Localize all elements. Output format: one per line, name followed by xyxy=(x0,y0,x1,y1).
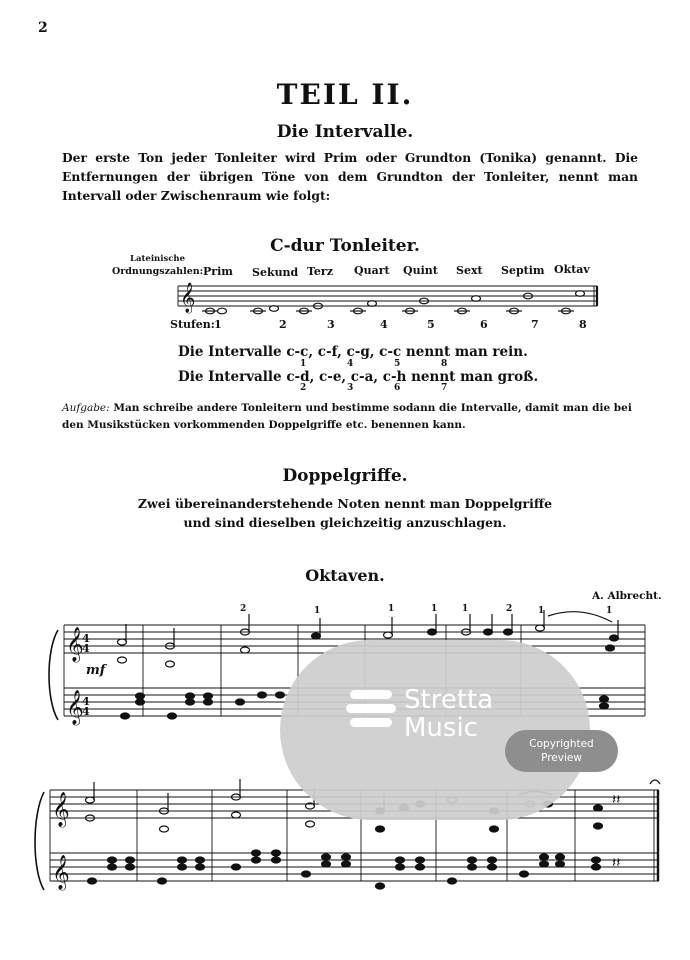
stufe-number: 7 xyxy=(531,318,539,331)
treble-clef-icon: 𝄞 xyxy=(66,690,84,725)
fingering: 2 xyxy=(240,604,247,614)
svg-text:4: 4 xyxy=(82,642,90,655)
interval-name: Terz xyxy=(307,265,333,278)
interval-num: 1 xyxy=(300,359,307,369)
treble-clef-icon: 𝄞 xyxy=(180,283,196,313)
dynamic-marking: mf xyxy=(86,663,106,678)
fingering: 1 xyxy=(606,606,613,616)
interval-line-major: Die Intervalle c-d, c-e, c-a, c-h nennt man groß. xyxy=(178,369,539,385)
svg-text:4: 4 xyxy=(82,695,90,708)
interval-num: 5 xyxy=(394,359,401,369)
interval-name: Sext xyxy=(456,264,483,277)
svg-text:𝄽𝄽: 𝄽𝄽 xyxy=(612,792,621,808)
row-label-latin: Lateinische xyxy=(130,254,186,264)
fingering: 1 xyxy=(462,604,469,614)
watermark-brand-line: Stretta xyxy=(404,685,494,715)
svg-text:4: 4 xyxy=(82,632,90,645)
interval-name: Sekund xyxy=(252,266,299,279)
treble-clef-icon: 𝄞 xyxy=(52,792,70,827)
badge-line: Preview xyxy=(541,752,582,764)
svg-text:4: 4 xyxy=(82,705,90,718)
stufe-number: 1 xyxy=(214,318,222,331)
interval-num: 2 xyxy=(300,383,307,393)
fingering: 1 xyxy=(388,604,395,614)
copyright-badge xyxy=(505,730,618,772)
scale-staff xyxy=(178,286,597,306)
row-label-ordinal: Ordnungszahlen: xyxy=(112,266,204,277)
svg-text:𝄽𝄽: 𝄽𝄽 xyxy=(612,855,621,871)
treble-clef-icon: 𝄞 xyxy=(52,855,70,890)
intro-paragraph: Der erste Ton jeder Tonleiter wird Prim oder Grundton (Tonika) genannt. Die Entfernungen der übrigen Töne von dem Grundton der Tonleiter, nennt man Intervall oder Zwischenraum wie folgt: xyxy=(62,150,638,203)
interval-num: 3 xyxy=(347,383,354,393)
fingering: 1 xyxy=(431,604,438,614)
interval-name: Oktav xyxy=(554,263,590,276)
interval-line-perfect: Die Intervalle c-c, c-f, c-g, c-c nennt man rein. xyxy=(178,344,528,360)
interval-name: Prim xyxy=(203,265,233,278)
stufe-number: 2 xyxy=(279,318,287,331)
piece-title: Oktaven. xyxy=(305,566,385,585)
stufe-number: 6 xyxy=(480,318,488,331)
stufe-number: 5 xyxy=(427,318,435,331)
stufe-number: 8 xyxy=(579,318,587,331)
stufen-label: Stufen: xyxy=(170,318,215,331)
page-number: 2 xyxy=(38,20,48,36)
watermark-brand-line: Music xyxy=(404,713,478,743)
fingering: 2 xyxy=(506,604,513,614)
watermark-brand xyxy=(404,686,493,742)
scale-notes xyxy=(202,291,585,314)
interval-num: 4 xyxy=(347,359,354,369)
section-heading-doppelgriffe: Doppelgriffe. xyxy=(282,466,408,486)
interval-num: 6 xyxy=(394,383,401,393)
interval-name: Quart xyxy=(354,264,390,277)
interval-name: Septim xyxy=(501,264,545,277)
exercise-label: Aufgabe: xyxy=(62,402,110,414)
interval-num: 8 xyxy=(441,359,448,369)
composer: A. Albrecht. xyxy=(592,590,662,602)
treble-clef-icon: 𝄞 xyxy=(66,627,84,662)
interval-name: Quint xyxy=(403,264,438,277)
stufe-number: 3 xyxy=(327,318,335,331)
section-heading-intervalle: Die Intervalle. xyxy=(276,122,414,142)
part-title: TEIL II. xyxy=(276,78,414,111)
fingering: 1 xyxy=(314,606,321,616)
doppelgriffe-line: Zwei übereinanderstehende Noten nennt man Doppelgriffe xyxy=(137,496,553,511)
badge-line: Copyrighted xyxy=(529,738,594,750)
scale-heading: C-dur Tonleiter. xyxy=(270,236,420,256)
doppelgriffe-line: und sind dieselben gleichzeitig anzuschlagen. xyxy=(183,515,507,530)
fingering: 1 xyxy=(538,606,545,616)
exercise-text: Man schreibe andere Tonleitern und bestimme sodann die Intervalle, damit man die bei den Musikstücken vorkommenden Doppelgriffe etc. benennen kann. xyxy=(62,402,632,431)
interval-num: 7 xyxy=(441,383,448,393)
stufe-number: 4 xyxy=(380,318,388,331)
